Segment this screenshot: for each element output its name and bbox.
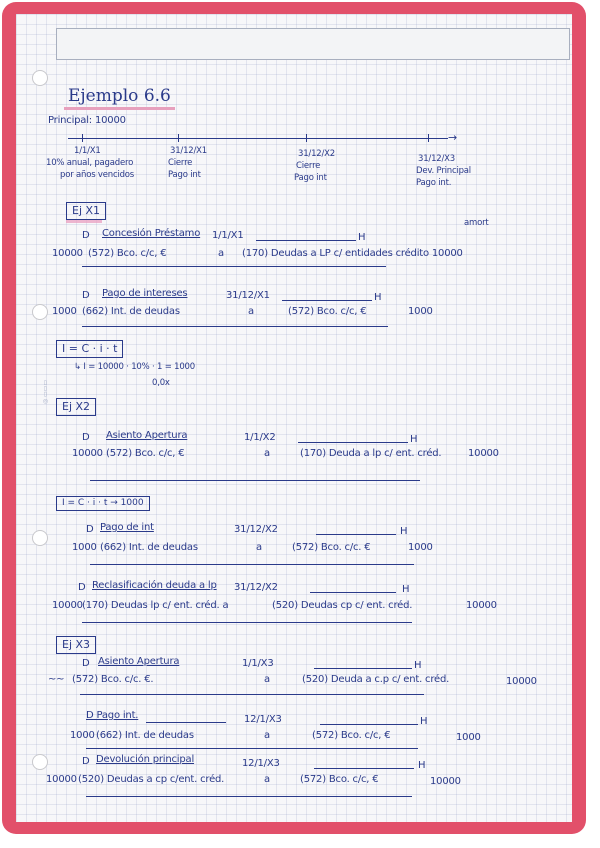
timeline-tick bbox=[178, 134, 179, 142]
entry-rule bbox=[256, 240, 356, 241]
entry-concept: Devolución principal bbox=[96, 754, 195, 765]
entry-debit-account: (572) Bco. c/c. €. bbox=[72, 674, 154, 685]
entry-amount: 1000 bbox=[70, 730, 95, 741]
entry-credit-account: (572) Bco. c/c. € bbox=[292, 542, 371, 553]
entry-debit-account: (170) Deudas lp c/ ent. créd. a bbox=[82, 600, 229, 611]
entry-date: 1/1/X3 bbox=[242, 658, 274, 669]
entry-connector: a bbox=[264, 674, 270, 685]
entry-rule bbox=[146, 722, 226, 723]
entry-concept: Reclasificación deuda a lp bbox=[92, 580, 217, 591]
entry-credit-account: (170) Deudas a LP c/ entidades crédito 10000 bbox=[242, 248, 463, 259]
entry-date: 31/12/X1 bbox=[226, 290, 270, 301]
entry-amount: 10000 bbox=[52, 248, 83, 259]
entry-amount: 10000 bbox=[466, 600, 497, 611]
entry-concept: Pago de intereses bbox=[102, 288, 188, 299]
interest-rate-note: 0,0x bbox=[152, 378, 170, 388]
section-label-ej-x1: Ej X1 bbox=[66, 202, 106, 220]
entry-credit-marker: H bbox=[374, 292, 382, 303]
entry-debit-marker: D bbox=[82, 290, 90, 301]
entry-date: 31/12/X2 bbox=[234, 582, 278, 593]
entry-amount: 10000 bbox=[72, 448, 103, 459]
entry-rule bbox=[82, 622, 412, 623]
entry-debit-account: (572) Bco. c/c, € bbox=[106, 448, 185, 459]
entry-connector: a bbox=[264, 448, 270, 459]
timeline-note: Pago int bbox=[294, 173, 327, 183]
timeline-note: Pago int bbox=[168, 170, 201, 180]
entry-rule bbox=[282, 300, 372, 301]
entry-credit-marker: H bbox=[358, 232, 366, 243]
entry-rule bbox=[86, 796, 412, 797]
entry-amount: 10000 bbox=[468, 448, 499, 459]
entry-debit-account: (662) Int. de deudas bbox=[82, 306, 180, 317]
entry-debit-marker: D bbox=[82, 756, 90, 767]
interest-formula-box: I = C · i · t → 1000 bbox=[56, 496, 150, 511]
timeline-axis bbox=[68, 138, 448, 139]
timeline-note: por años vencidos bbox=[60, 170, 135, 180]
timeline-note: Cierre bbox=[168, 158, 193, 168]
entry-debit-marker: D bbox=[82, 658, 90, 669]
entry-connector: a bbox=[218, 248, 224, 259]
binder-hole bbox=[32, 530, 48, 546]
entry-rule bbox=[82, 266, 386, 267]
entry-credit-account: (520) Deuda a c.p c/ ent. créd. bbox=[302, 674, 450, 685]
entry-debit-account: (662) Int. de deudas bbox=[96, 730, 194, 741]
entry-connector: a bbox=[248, 306, 254, 317]
entry-amount: 1000 bbox=[408, 306, 433, 317]
entry-date: 1/1/X2 bbox=[244, 432, 276, 443]
entry-credit-account: (572) Bco. c/c, € bbox=[288, 306, 367, 317]
entry-connector: a bbox=[256, 542, 262, 553]
entry-concept: Asiento Apertura bbox=[98, 656, 180, 667]
entry-rule bbox=[80, 694, 424, 695]
entry-debit-marker: D bbox=[86, 524, 94, 535]
entry-rule bbox=[314, 768, 414, 769]
entry-concept bbox=[86, 710, 138, 721]
entry-amount: 1000 bbox=[72, 542, 97, 553]
section-label-ej-x3: Ej X3 bbox=[56, 636, 96, 654]
entry-connector: a bbox=[264, 774, 270, 785]
entry-amount: 10000 bbox=[52, 600, 83, 611]
entry-credit-account: (572) Bco. c/c, € bbox=[312, 730, 391, 741]
timeline-note: Dev. Principal bbox=[416, 166, 471, 176]
entry-amount: 1000 bbox=[456, 732, 481, 743]
entry-date: 31/12/X2 bbox=[234, 524, 278, 535]
entry-concept: Pago de int bbox=[100, 522, 154, 533]
timeline-note: Cierre bbox=[296, 161, 321, 171]
entry-debit-marker: D bbox=[82, 432, 90, 443]
entry-rule bbox=[90, 564, 414, 565]
entry-concept-text: Pago int. bbox=[96, 710, 139, 721]
entry-rule bbox=[314, 668, 412, 669]
entry-concept: Concesión Préstamo bbox=[102, 228, 201, 239]
entry-debit-marker: D bbox=[82, 230, 90, 241]
entry-rule bbox=[298, 442, 408, 443]
timeline-date: 31/12/X3 bbox=[418, 154, 455, 164]
entry-date: 12/1/X3 bbox=[242, 758, 280, 769]
binder-hole bbox=[32, 304, 48, 320]
entry-rule bbox=[90, 480, 420, 481]
entry-amount: 10000 bbox=[46, 774, 77, 785]
entry-date: 1/1/X1 bbox=[212, 230, 244, 241]
entry-rule bbox=[86, 748, 418, 749]
entry-amount: 1000 bbox=[408, 542, 433, 553]
entry-debit-account: (520) Deudas a cp c/ent. créd. bbox=[78, 774, 225, 785]
entry-credit-marker: H bbox=[410, 434, 418, 445]
entry-connector: a bbox=[264, 730, 270, 741]
entry-credit-account: (170) Deuda a lp c/ ent. créd. bbox=[300, 448, 442, 459]
brand-logo-icon: ◎ ▭▭▭ bbox=[42, 379, 49, 404]
page-header-box bbox=[56, 28, 570, 60]
entry-credit-account: (572) Bco. c/c, € bbox=[300, 774, 379, 785]
interest-calculation: ↳ I = 10000 · 10% · 1 = 1000 bbox=[74, 362, 195, 372]
entry-amount: 1000 bbox=[52, 306, 77, 317]
entry-rule bbox=[82, 326, 388, 327]
entry-debit-account: (662) Int. de deudas bbox=[100, 542, 198, 553]
entry-debit-marker: D bbox=[86, 710, 94, 721]
binder-hole bbox=[32, 70, 48, 86]
timeline-tick bbox=[82, 134, 83, 142]
entry-rule bbox=[310, 592, 396, 593]
principal-label: Principal: 10000 bbox=[48, 115, 126, 126]
entry-date: 12/1/X3 bbox=[244, 714, 282, 725]
interest-formula-box: I = C · i · t bbox=[56, 340, 123, 358]
entry-amount: 10000 bbox=[430, 776, 461, 787]
timeline-arrow-icon: → bbox=[448, 131, 458, 144]
notebook-sheet bbox=[2, 2, 586, 834]
entry-credit-marker: H bbox=[420, 716, 428, 727]
entry-side-note: amort bbox=[464, 218, 489, 228]
timeline-tick bbox=[306, 134, 307, 142]
entry-credit-marker: H bbox=[402, 584, 410, 595]
highlighter-mark bbox=[66, 220, 102, 223]
timeline-date: 31/12/X1 bbox=[170, 146, 207, 156]
section-label-ej-x2: Ej X2 bbox=[56, 398, 96, 416]
graph-paper-page bbox=[16, 14, 572, 822]
entry-amount: ~~ bbox=[48, 674, 65, 685]
entry-debit-marker: D bbox=[78, 582, 86, 593]
entry-rule bbox=[316, 534, 396, 535]
entry-amount: 10000 bbox=[506, 676, 537, 687]
timeline-tick bbox=[428, 134, 429, 142]
entry-rule bbox=[320, 724, 418, 725]
binder-hole bbox=[32, 754, 48, 770]
entry-credit-account: (520) Deudas cp c/ ent. créd. bbox=[272, 600, 413, 611]
entry-credit-marker: H bbox=[400, 526, 408, 537]
timeline-note: Pago int. bbox=[416, 178, 452, 188]
timeline-note: 10% anual, pagadero bbox=[46, 158, 134, 168]
entry-credit-marker: H bbox=[418, 760, 426, 771]
entry-concept: Asiento Apertura bbox=[106, 430, 188, 441]
entry-credit-marker: H bbox=[414, 660, 422, 671]
timeline-date: 1/1/X1 bbox=[74, 146, 101, 156]
entry-debit-account: (572) Bco. c/c, € bbox=[88, 248, 167, 259]
page-title: Ejemplo 6.6 bbox=[64, 86, 175, 110]
timeline-date: 31/12/X2 bbox=[298, 149, 335, 159]
